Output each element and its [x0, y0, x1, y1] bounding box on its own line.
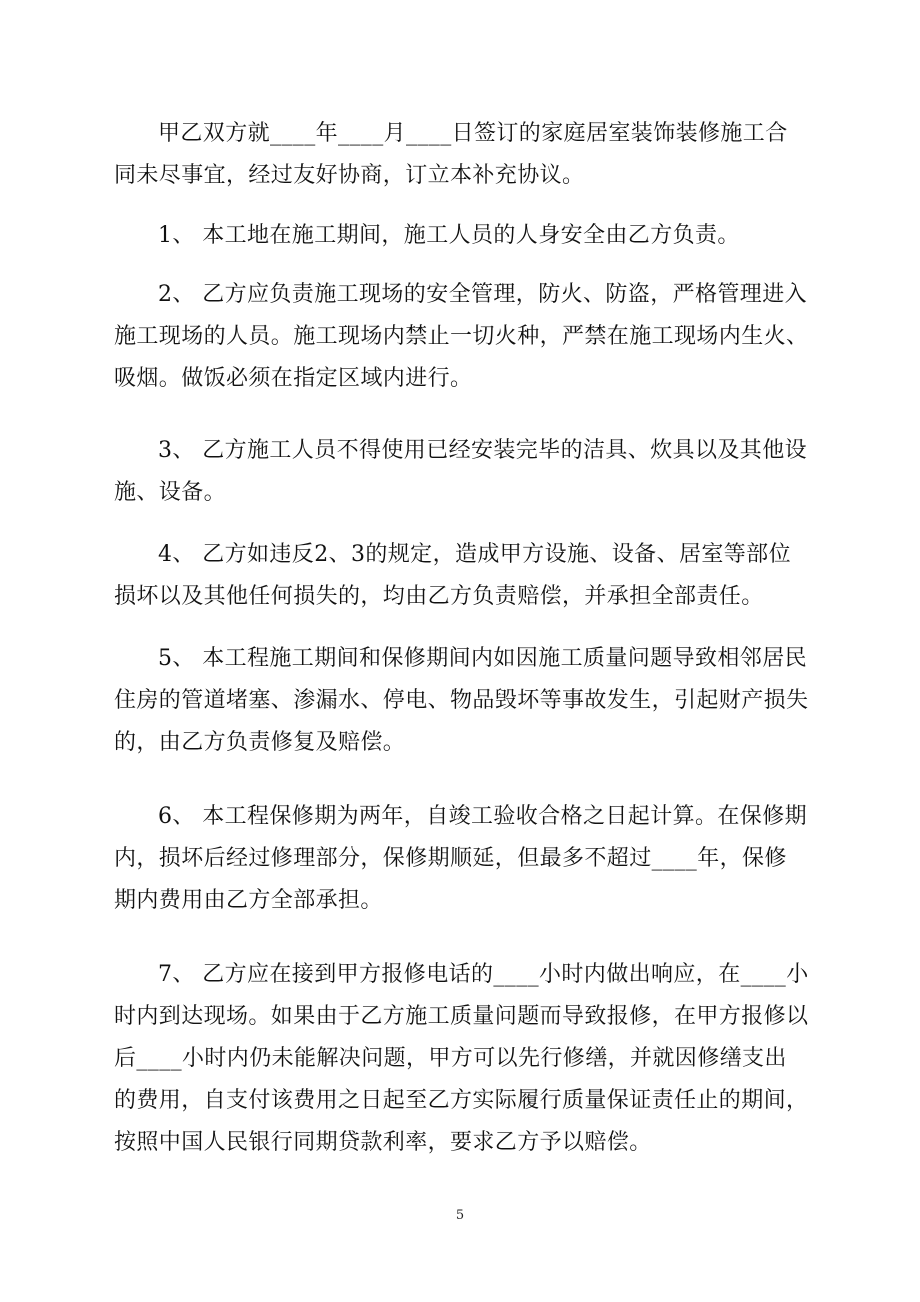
clause-4: 4、 乙方如违反2、3的规定，造成甲方设施、设备、居室等部位损坏以及其他任何损失的，均由乙方负责赔偿，并承担全部责任。 [114, 542, 791, 609]
clause-3: 3、 乙方施工人员不得使用已经安装完毕的洁具、炊具以及其他设施、设备。 [114, 438, 807, 505]
clause-5: 5、 本工程施工期间和保修期间内如因施工质量问题导致相邻居民住房的管道堵塞、渗漏水、停电、物品毁坏等事故发生，引起财产损失的，由乙方负责修复及赔偿。 [114, 646, 809, 755]
page-number: 5 [455, 1208, 465, 1223]
intro-paragraph: 甲乙双方就____年____月____日签订的家庭居室装饰装修施工合同未尽事宜，经过友好协商，订立本补充协议。 [114, 121, 788, 188]
clause-2: 2、 乙方应负责施工现场的安全管理，防火、防盗，严格管理进入施工现场的人员。施工现场内禁止一切火种，严禁在施工现场内生火、吸烟。做饭必须在指定区域内进行。 [114, 282, 809, 391]
clause-6: 6、 本工程保修期为两年，自竣工验收合格之日起计算。在保修期内，损坏后经过修理部分，保修期顺延，但最多不超过____年，保修期内费用由乙方全部承担。 [114, 804, 807, 913]
clause-1: 1、 本工地在施工期间，施工人员的人身安全由乙方负责。 [158, 223, 740, 248]
clause-7: 7、 乙方应在接到甲方报修电话的____小时内做出响应，在____小时内到达现场。如果由于乙方施工质量问题而导致报修，在甲方报修以后____小时内仍未能解决问题，甲方可以先行修缮，并就因修缮支出的费用，自支付该费用之日起至乙方实际履行质量保证责任止的期间，按照中国人民银行同期贷款利率，要求乙方予以赔偿。 [114, 962, 809, 1155]
